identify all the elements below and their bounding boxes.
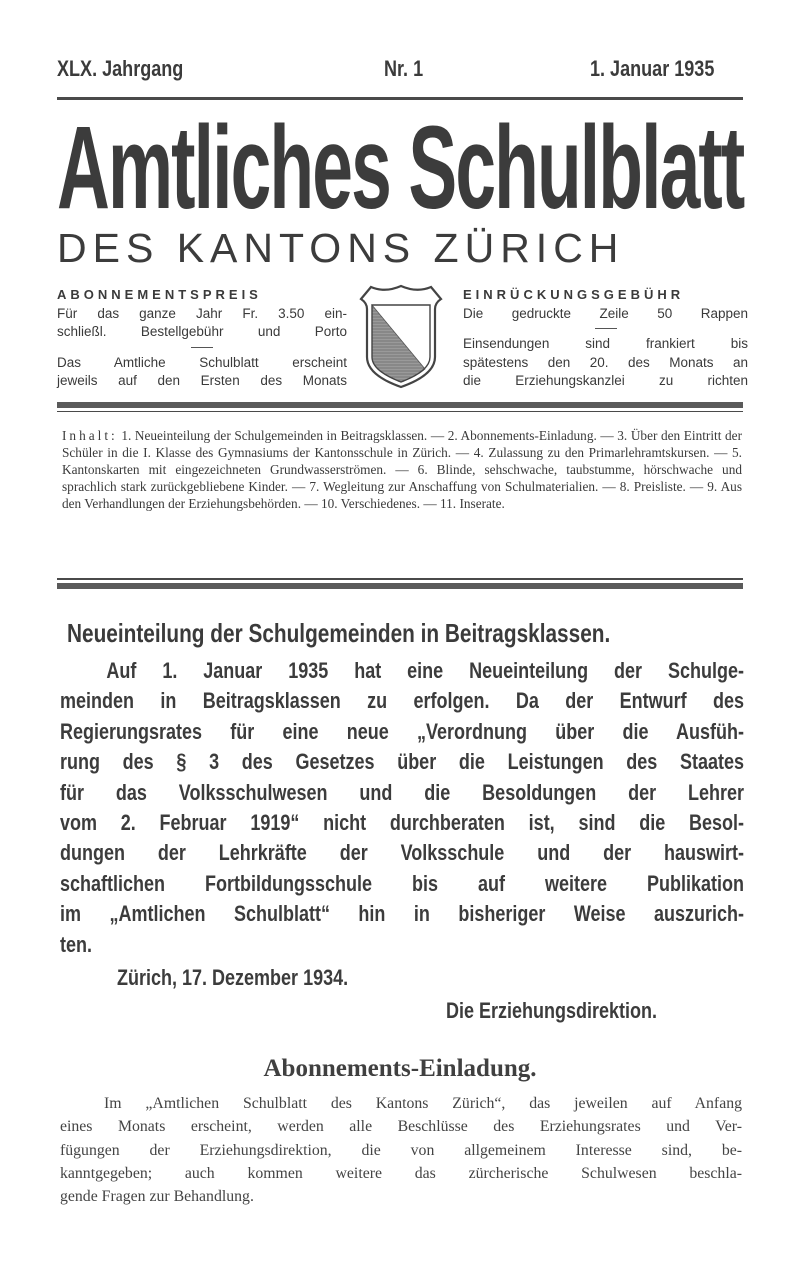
article-line: Regierungsrates für eine neue „Verordnung über die Ausfüh- (60, 718, 744, 744)
issue-number: Nr. 1 (384, 56, 424, 81)
contents-label: Inhalt: (62, 428, 118, 443)
header-rule (57, 97, 743, 100)
article-line: für das Volksschulwesen und die Besoldungen der Lehrer (60, 779, 744, 805)
article-line: ten. (60, 931, 93, 957)
insertion-fee-line: Die gedruckte Zeile 50 Rappen (463, 305, 748, 321)
divider (595, 328, 617, 329)
masthead-title-text: Amtliches Schulblatt (57, 102, 744, 234)
divider (191, 347, 213, 348)
article-line: dungen der Lehrkräfte der Volksschule und der hauswirt- (60, 840, 744, 866)
article-title: Abonnements-Einladung. (263, 1055, 537, 1082)
article-body (60, 1092, 742, 1208)
article-signature: Die Erziehungsdirektion. (446, 998, 658, 1023)
submission-line: die Erziehungskanzlei zu richten (463, 373, 748, 388)
contents-top-rule-thick (57, 402, 743, 408)
insertion-fee-info (463, 286, 748, 391)
article-line: schaftlichen Fortbildungsschule bis auf weitere Publikation (60, 870, 744, 896)
publication-line: Das Amtliche Schulblatt erscheint (57, 354, 347, 370)
masthead-title (57, 102, 744, 234)
article-line: im „Amtlichen Schulblatt“ hin in bisheriger Weise auszurich- (60, 901, 744, 927)
subscription-line: Für das ganze Jahr Fr. 3.50 ein- (57, 305, 347, 321)
article-place-date: Zürich, 17. Dezember 1934. (117, 965, 349, 990)
article-line: rung des § 3 des Gesetzes über die Leistungen des Staates (60, 749, 744, 775)
contents-bottom-rule-thick (57, 583, 743, 589)
article-line: eines Monats erscheint, werden alle Beschlüsse des Erziehungsrates und Ver- (60, 1118, 742, 1136)
masthead-subtitle: DES KANTONS ZÜRICH (57, 225, 625, 271)
subscription-line: schließl. Bestellgebühr und Porto (57, 324, 347, 339)
article-line: gende Fragen zur Behandlung. (60, 1188, 254, 1206)
article-line: meinden in Beitragsklassen zu erfolgen. Da der Entwurf des (60, 688, 744, 714)
article-title: Neueinteilung der Schulgemeinden in Beitragsklassen. (67, 618, 611, 648)
contents-text: 1. Neueinteilung der Schulgemeinden in Beitragsklassen. — 2. Abonnements-Einladung. — 3. Über den Eintritt der Schüler in die I. Klasse des Gymnasiums der Kantonsschule in Zürich. — 4. Zulassung zu den Primarlehramtskursen. — 5. Kantonskarten mit eingezeichneten Grundwasserströmen. — 6. Blinde, sehschwache, taubstumme, hörschwache und sprachlich stark zurückgebliebene Kinder. — 7. Wegleitung zur Anschaffung von Schulmaterialien. — 8. Preisliste. — 9. Aus den Verhandlungen der Erziehungsbehörden. — 10. Verschiedenes. — 11. Inserate. (62, 428, 742, 511)
contents-top-rule-thin (57, 411, 743, 412)
article-line: vom 2. Februar 1919“ nicht durchberaten ist, sind die Besol- (60, 810, 744, 836)
article-line: kanntgegeben; auch kommen weitere das zürcherische Schulwesen beschla- (60, 1164, 742, 1182)
publication-line: jeweils auf den Ersten des Monats (57, 373, 347, 388)
article-line: Auf 1. Januar 1935 hat eine Neueinteilung der Schulge- (106, 658, 744, 683)
table-of-contents (62, 428, 742, 513)
article-line: fügungen der Erziehungsdirektion, die von allgemeinem Interesse sind, be- (60, 1141, 742, 1159)
insertion-fee-heading: EINRÜCKUNGSGEBÜHR (463, 287, 685, 302)
subscription-info (57, 286, 347, 391)
article-line: Im „Amtlichen Schulblatt des Kantons Zürich“, das jeweilen auf Anfang (104, 1095, 742, 1112)
zurich-coat-of-arms-icon (355, 283, 447, 391)
submission-line: Einsendungen sind frankiert bis (463, 336, 748, 351)
submission-line: spätestens den 20. des Monats an (463, 354, 748, 370)
contents-bottom-rule-thin (57, 578, 743, 580)
article-body (60, 656, 744, 960)
subscription-heading: ABONNEMENTSPREIS (57, 287, 262, 302)
volume-label: XLX. Jahrgang (57, 56, 184, 81)
issue-date: 1. Januar 1935 (590, 56, 715, 81)
